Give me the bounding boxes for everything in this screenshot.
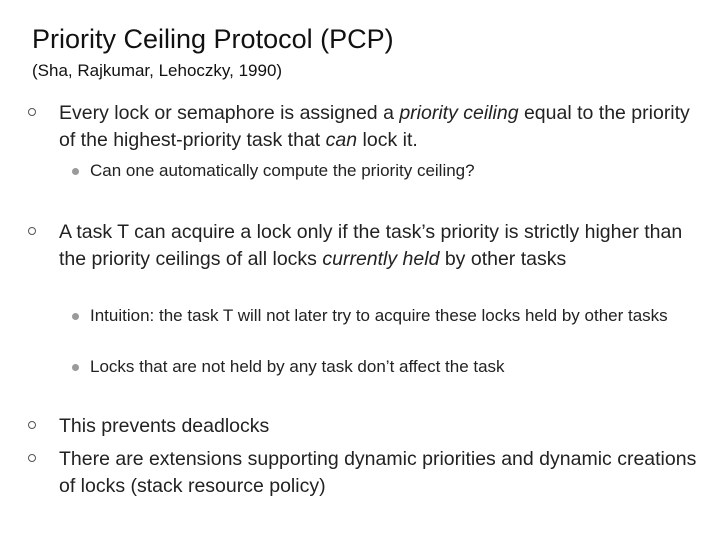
hollow-circle-bullet-icon xyxy=(28,454,36,462)
bullet-text: There are extensions supporting dynamic priorities and dynamic creations of locks (stack resource policy) xyxy=(59,448,697,497)
bullet-text: This prevents deadlocks xyxy=(59,415,270,437)
sub-bullet-text: Locks that are not held by any task don’t affect the task xyxy=(90,357,505,376)
filled-circle-bullet-icon xyxy=(72,364,79,371)
hollow-circle-bullet-icon xyxy=(28,108,36,116)
filled-circle-bullet-icon xyxy=(72,168,79,175)
filled-circle-bullet-icon xyxy=(72,313,79,320)
sub-bullet-text: Can one automatically compute the priority ceiling? xyxy=(90,161,475,180)
sub-bullet-text: Intuition: the task T will not later try to acquire these locks held by other tasks xyxy=(90,306,668,325)
bullet-text: Every lock or semaphore is assigned a priority ceiling equal to the priority of the highest-priority task that can lock it. xyxy=(59,102,690,151)
hollow-circle-bullet-icon xyxy=(28,421,36,429)
hollow-circle-bullet-icon xyxy=(28,227,36,235)
bullet-text: A task T can acquire a lock only if the task’s priority is strictly higher than the priority ceilings of all locks currently held by other tasks xyxy=(59,221,683,270)
slide-title: Priority Ceiling Protocol (PCP) xyxy=(32,24,394,54)
slide-subtitle: (Sha, Rajkumar, Lehoczky, 1990) xyxy=(32,61,283,80)
